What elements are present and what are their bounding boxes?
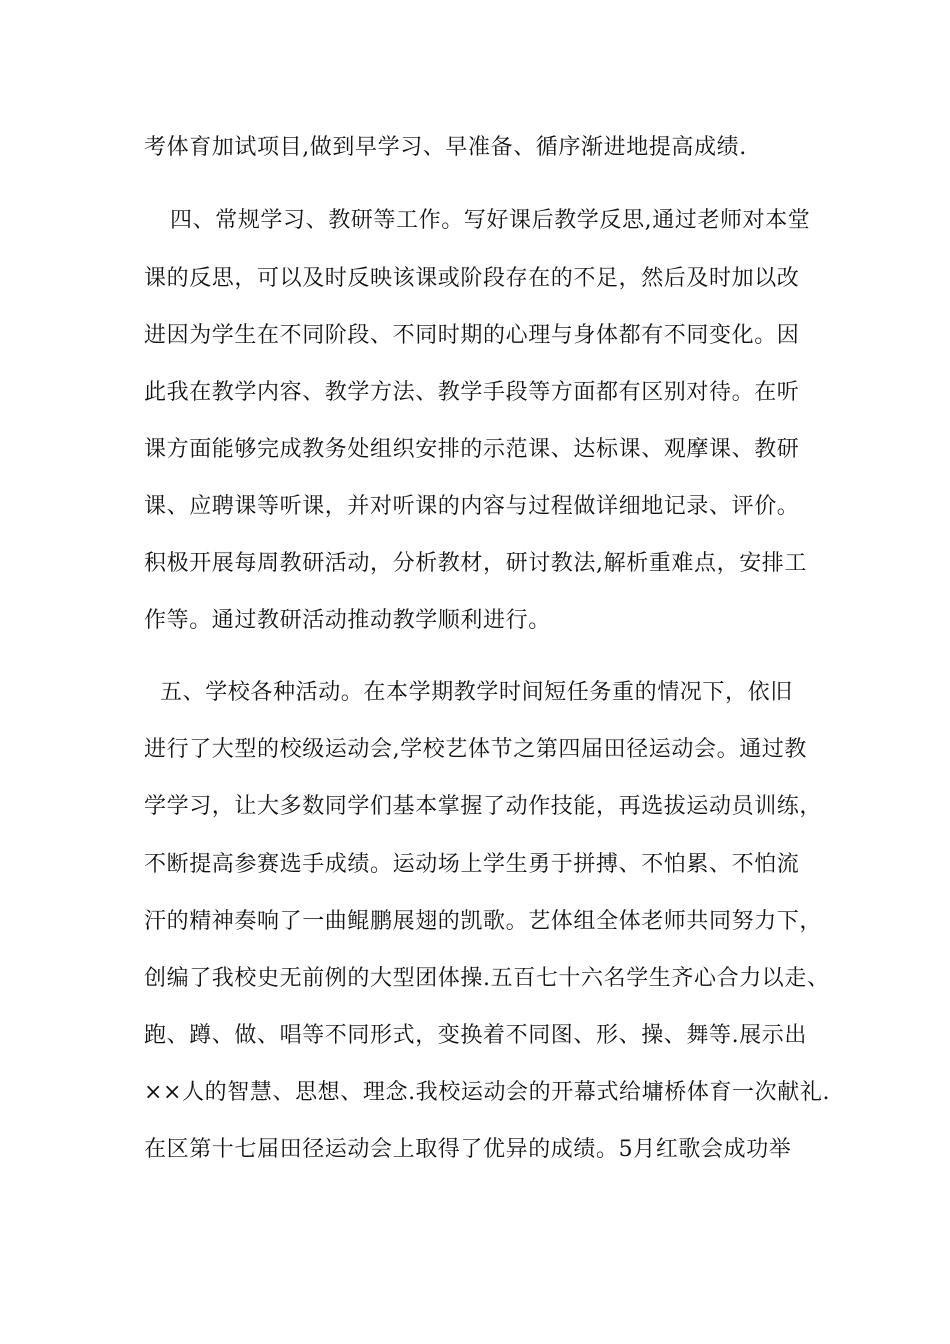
- text-line-4: 进因为学生在不同阶段、不同时期的心理与身体都有不同变化。因: [144, 323, 800, 348]
- text-line-7: 课、应聘课等听课，并对听课的内容与过程做详细地记录、评价。: [144, 494, 800, 519]
- text-line-17: ××人的智慧、思想、理念.我校运动会的开幕式给墉桥体育一次献礼.: [144, 1080, 831, 1105]
- text-line-1: 考体育加试项目,做到早学习、早准备、循序渐进地提高成绩.: [144, 135, 747, 160]
- text-line-5: 此我在教学内容、教学方法、教学手段等方面都有区别对待。在听: [144, 380, 800, 405]
- text-line-10: 五、学校各种活动。在本学期教学时间短任务重的情况下，依旧: [160, 680, 793, 705]
- text-line-14: 汗的精神奏响了一曲鲲鹏展翅的凯歌。艺体组全体老师共同努力下，: [144, 909, 823, 934]
- text-line-18: 在区第十七届田径运动会上取得了优异的成绩。5月红歌会成功举: [144, 1137, 792, 1162]
- text-line-16: 跑、蹲、做、唱等不同形式，变换着不同图、形、操、舞等.展示出: [144, 1023, 807, 1048]
- text-line-2: 四、常规学习、教研等工作。写好课后教学反思,通过老师对本堂: [170, 208, 811, 233]
- text-line-8: 积极开展每周教研活动，分析教材，研讨教法,解析重难点，安排工: [144, 551, 807, 576]
- text-line-9: 作等。通过教研活动推动教学顺利进行。: [144, 608, 551, 633]
- text-line-15: 创编了我校史无前例的大型团体操.五百七十六名学生齐心合力以走、: [144, 966, 830, 991]
- text-line-6: 课方面能够完成教务处组织安排的示范课、达标课、观摩课、教研: [144, 437, 800, 462]
- text-line-3: 课的反思，可以及时反映该课或阶段存在的不足，然后及时加以改: [144, 266, 800, 291]
- text-line-13: 不断提高参赛选手成绩。运动场上学生勇于拼搏、不怕累、不怕流: [144, 852, 800, 877]
- text-line-11: 进行了大型的校级运动会,学校艺体节之第四届田径运动会。通过教: [144, 737, 807, 762]
- text-line-12: 学学习，让大多数同学们基本掌握了动作技能，再选拔运动员训练，: [144, 794, 823, 819]
